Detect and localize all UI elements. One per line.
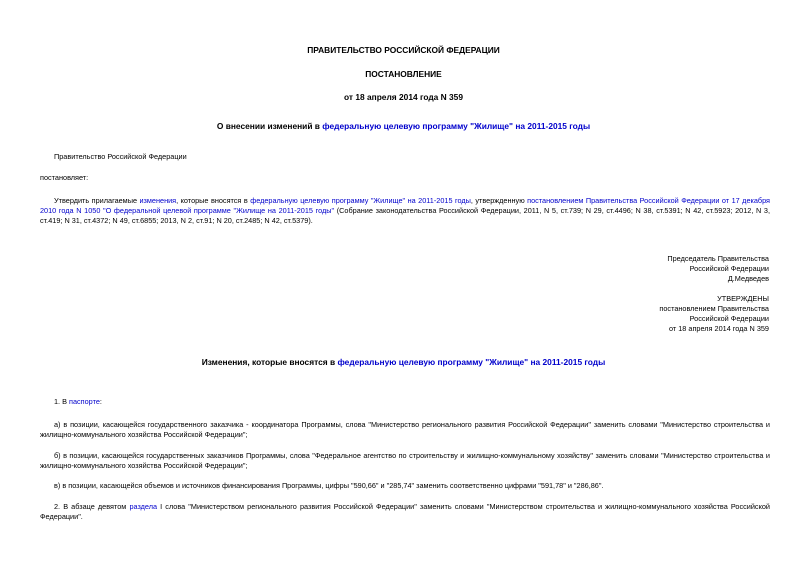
changes-title-prefix: Изменения, которые вносятся в [201, 357, 338, 367]
signature-name: Д.Медведев [727, 274, 769, 283]
document-title [0, 121, 807, 131]
item-2-suffix: I слова "Министерством регионального развития Российской Федерации" заменить словами "Министерством строительства и жилищно-коммунального хозяйства Российской Федерации". [40, 502, 770, 521]
intro-government: Правительство Российской Федерации [54, 152, 187, 161]
approve-text-1: Утвердить прилагаемые [54, 196, 140, 205]
approve-paragraph [40, 196, 770, 226]
approve-text-2: , которые вносятся в [176, 196, 251, 205]
item-1a: а) в позиции, касающейся государственного заказчика - координатора Программы, слова "Министерство регионального развития Российской Федерации" заменить словами "Министерство строительства и жилищно-коммунального хозяйства Российской Федерации"; [40, 420, 770, 439]
item-2-prefix: 2. В абзаце девятом [54, 502, 130, 511]
item-1 [40, 397, 770, 407]
signature-country: Российской Федерации [689, 264, 769, 273]
item-1-suffix: : [99, 397, 102, 406]
approve-text-3: , утвержденную [470, 196, 528, 205]
changes-title [0, 357, 807, 367]
passport-link[interactable]: паспорте [69, 397, 100, 406]
approve-text-4: (Собрание законодательства Российской Федерации, 2011, N 5, ст.739; N 29, ст.4496; N 38, ст.5391; N 42, ст.5923; 2012, N 3, ст.419; N 31, ст.4372; N 49, ст.6855; 2013, N 2, ст.91; N 20, ст.2485; N 42, ст.5379). [40, 206, 770, 225]
program-link[interactable]: федеральную целевую программу "Жилище" на 2011-2015 годы [322, 121, 591, 131]
item-1-prefix: 1. В [54, 397, 70, 406]
changes-link[interactable]: изменения [139, 196, 177, 205]
program-link-2[interactable]: федеральную целевую программу "Жилище" на 2011-2015 годы [250, 196, 471, 205]
approved-by: постановлением Правительства [659, 304, 769, 313]
section-link[interactable]: раздела [129, 502, 158, 511]
approved-country: Российской Федерации [689, 314, 769, 323]
signature-block [509, 254, 769, 284]
document-date-number: от 18 апреля 2014 года N 359 [344, 92, 463, 102]
item-2 [40, 502, 770, 522]
item-1b: б) в позиции, касающейся государственных заказчиков Программы, слова "Федеральное агентство по строительству и жилищно-коммунальному хозяйству" заменить словами "Министерство строительства и жилищно-коммунального хозяйства Российской Федерации"; [40, 451, 770, 470]
government-heading: ПРАВИТЕЛЬСТВО РОССИЙСКОЙ ФЕДЕРАЦИИ [307, 45, 500, 55]
document-type: ПОСТАНОВЛЕНИЕ [365, 69, 442, 79]
signature-title: Председатель Правительства [667, 254, 769, 263]
program-link-3[interactable]: федеральную целевую программу "Жилище" на 2011-2015 годы [337, 357, 606, 367]
approved-block [509, 294, 769, 334]
approved-label: УТВЕРЖДЕНЫ [717, 294, 769, 303]
document-title-prefix: О внесении изменений в [216, 121, 323, 131]
resolution-link[interactable]: постановлением Правительства Российской Федерации от 17 декабря 2010 года N 1050 "О федеральной целевой программе "Жилище на 2011-2015 годы" [40, 196, 771, 215]
approved-date: от 18 апреля 2014 года N 359 [668, 324, 769, 333]
intro-decrees: постановляет: [40, 173, 89, 182]
item-1v: в) в позиции, касающейся объемов и источников финансирования Программы, цифры "590,66" и "285,74" заменить соответственно цифрами "591,78" и "286,86". [54, 481, 604, 490]
